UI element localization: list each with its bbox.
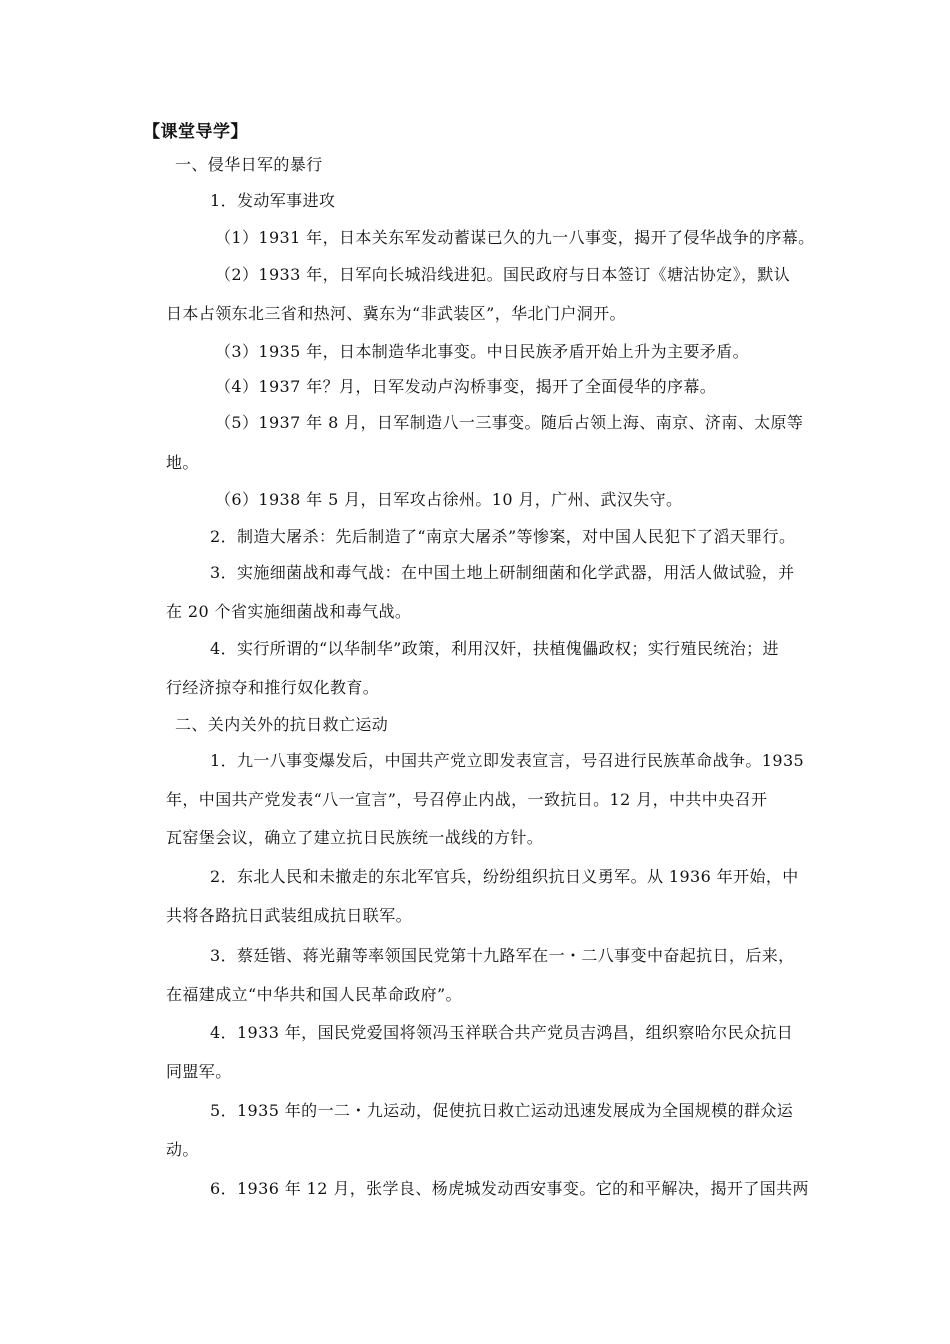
part1-sub1: （1）1931 年，日本关东军发动蓄谋已久的九一八事变，揭开了侵华战争的序幕。	[215, 228, 815, 247]
part2-item1-line1: 1．九一八事变爆发后，中国共产党立即发表宣言，号召进行民族革命战争。1935	[210, 751, 805, 770]
part1-item3-line1: 3．实施细菌战和毒气战：在中国土地上研制细菌和化学武器，用活人做试验，并	[210, 563, 795, 582]
part1-sub3: （3）1935 年，日本制造华北事变。中日民族矛盾开始上升为主要矛盾。	[215, 342, 749, 361]
part2-item1-line2: 年，中国共产党发表“八一宣言”，号召停止内战，一致抗日。12 月，中共中央召开	[166, 790, 768, 809]
part1-sub2-line1: （2）1933 年，日军向长城沿线进犯。国民政府与日本签订《塘沽协定》，默认	[215, 265, 791, 284]
part2-item5-line2: 动。	[166, 1140, 199, 1159]
part2-item6-line1: 6．1936 年 12 月，张学良、杨虎城发动西安事变。它的和平解决，揭开了国共两	[210, 1179, 809, 1198]
part2-item3-line1: 3．蔡廷锴、蒋光鼐等率领国民党第十九路军在一・二八事变中奋起抗日，后来，	[210, 946, 795, 965]
part1-item4-line2: 行经济掠夺和推行奴化教育。	[166, 678, 380, 697]
part2-item1-line3: 瓦窑堡会议，确立了建立抗日民族统一战线的方针。	[166, 828, 544, 847]
part2-item5-line1: 5．1935 年的一二・九运动，促使抗日救亡运动迅速发展成为全国规模的群众运	[210, 1101, 794, 1120]
part2-item2-line1: 2．东北人民和未撤走的东北军官兵，纷纷组织抗日义勇军。从 1936 年开始，中	[210, 867, 799, 886]
part1-item4-line1: 4．实行所谓的“以华制华”政策，利用汉奸，扶植傀儡政权；实行殖民统治；进	[210, 639, 779, 658]
part1-sub2-line2: 日本占领东北三省和热河、冀东为“非武装区”，华北门户洞开。	[166, 304, 626, 323]
part2-item3-line2: 在福建成立“中华共和国人民革命政府”。	[166, 985, 462, 1004]
part1-sub6: （6）1938 年 5 月，日军攻占徐州。10 月，广州、武汉失守。	[215, 490, 683, 509]
part1-item1-title: 1．发动军事进攻	[210, 191, 336, 210]
part2-item2-line2: 共将各路抗日武装组成抗日联军。	[166, 906, 413, 925]
part1-item3-line2: 在 20 个省实施细菌战和毒气战。	[166, 602, 412, 621]
part2-item4-line1: 4．1933 年，国民党爱国将领冯玉祥联合共产党员吉鸿昌，组织察哈尔民众抗日	[210, 1023, 794, 1042]
part1-title: 一、侵华日军的暴行	[175, 155, 323, 174]
part2-title: 二、关内关外的抗日救亡运动	[175, 715, 389, 734]
part1-sub5-line1: （5）1937 年 8 月，日军制造八一三事变。随后占领上海、南京、济南、太原等	[215, 413, 804, 432]
part1-item2: 2．制造大屠杀：先后制造了“南京大屠杀”等惨案，对中国人民犯下了滔天罪行。	[210, 527, 796, 546]
section-heading: 【课堂导学】	[143, 122, 248, 142]
part2-item4-line2: 同盟军。	[166, 1062, 232, 1081]
part1-sub5-line2: 地。	[166, 453, 199, 472]
part1-sub4: （4）1937 年？月，日军发动卢沟桥事变，揭开了全面侵华的序幕。	[215, 377, 717, 396]
